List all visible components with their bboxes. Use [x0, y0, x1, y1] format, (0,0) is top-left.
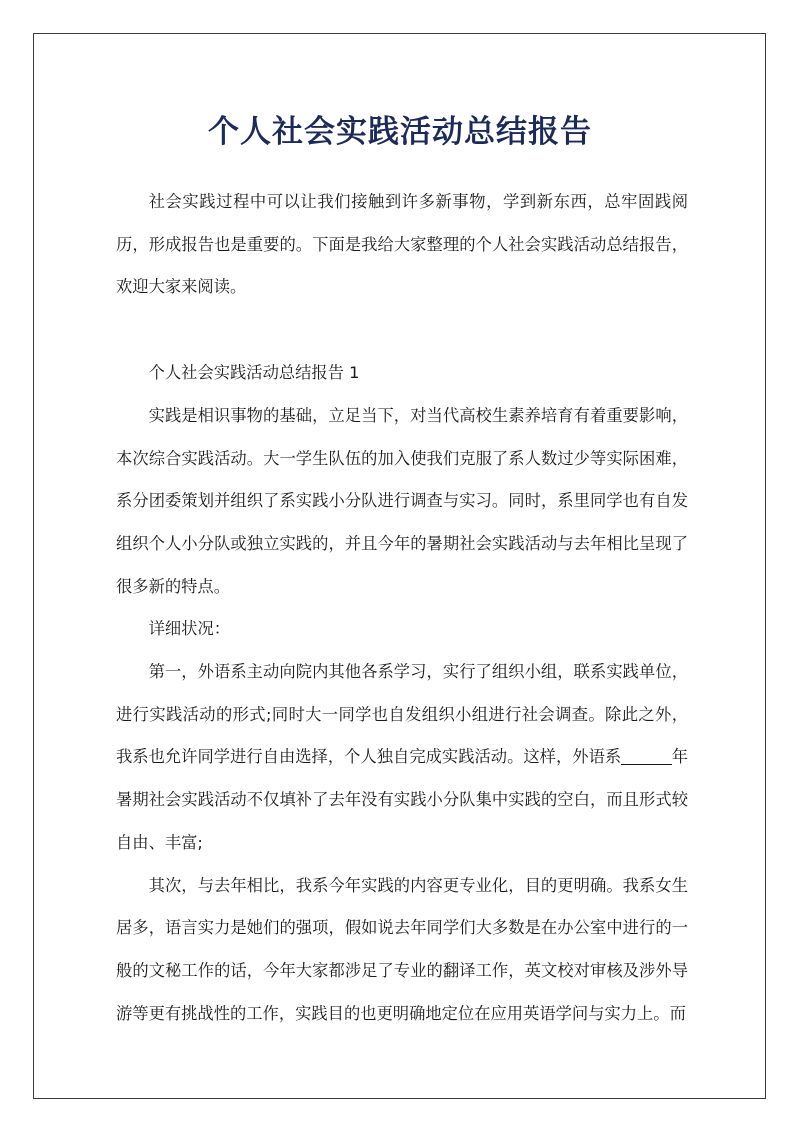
paragraph-3-text-b: 年暑期社会实践活动不仅填补了去年没有实践小分队集中实践的空白，而且形式较自由、丰富;: [116, 747, 688, 852]
section-heading: 个人社会实践活动总结报告 1: [148, 363, 360, 383]
paragraph-spacer: [116, 309, 688, 352]
paragraph-3-text-a: 第一，外语系主动向院内其他各系学习，实行了组织小组，联系实践单位，进行实践活动的形式;同时大一同学也自发组织小组进行社会调查。除此之外，我系也允许同学进行自由选择，个人独自完成实践活动。这样，外语系: [116, 662, 688, 767]
body-paragraph-2: 详细状况：: [148, 619, 231, 639]
body-paragraph-4: 其次，与去年相比，我系今年实践的内容更专业化，目的更明确。我系女生居多，语言实力是她们的强项，假如说去年同学们大多数是在办公室中进行的一般的文秘工作的话，今年大家都涉足了专业的翻译工作，英文校对审核及涉外导游等更有挑战性的工作，实践目的也更明确地定位在应用英语学问与实力上。而: [116, 875, 688, 1023]
document-title: 个人社会实践活动总结报告: [208, 114, 592, 150]
body-paragraph-1: 实践是相识事物的基础，立足当下，对当代高校生素养培育有着重要影响，本次综合实践活动。大一学生队伍的加入使我们克服了系人数过少等实际困难，系分团委策划并组织了系实践小分队进行调查与实习。同时，系里同学也有自发组织个人小分队或独立实践的，并且今年的暑期社会实践活动与去年相比呈现了很多新的特点。: [116, 405, 688, 596]
intro-paragraph: 社会实践过程中可以让我们接触到许多新事物，学到新东西，总牢固践阅历，形成报告也是重要的。下面是我给大家整理的个人社会实践活动总结报告，欢迎大家来阅读。: [116, 192, 688, 297]
fill-in-blank: [621, 748, 672, 765]
body-paragraph-3: [116, 651, 688, 865]
document-body: [116, 181, 688, 1035]
